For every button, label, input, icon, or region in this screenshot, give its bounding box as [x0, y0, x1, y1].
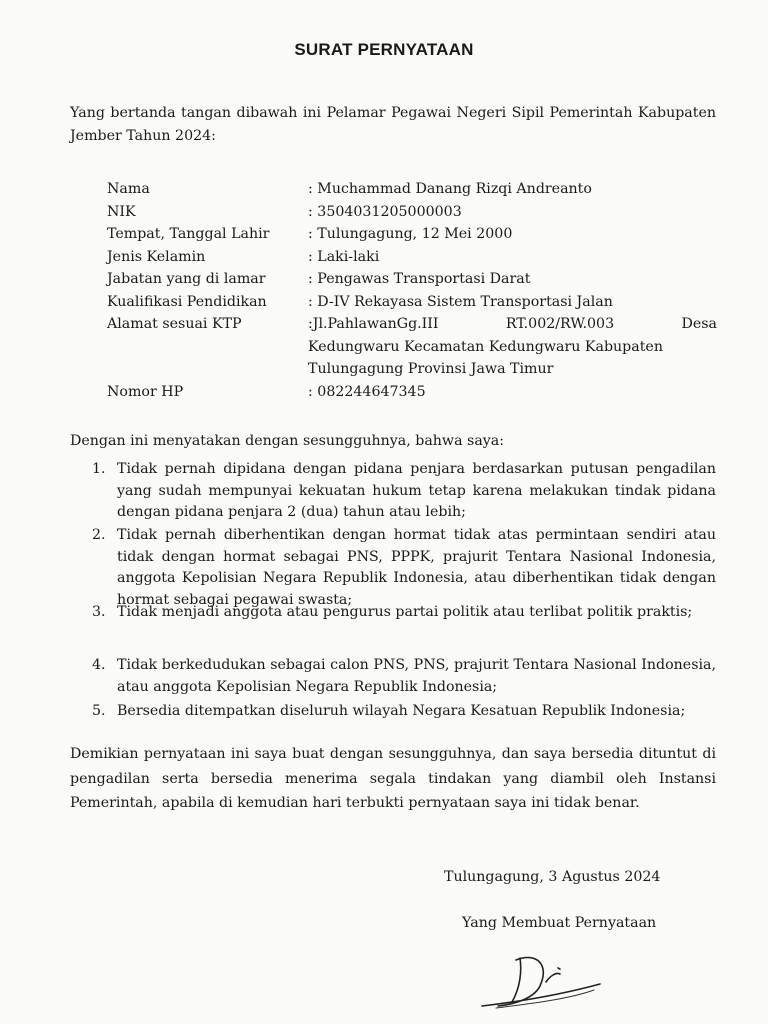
identity-address	[308, 313, 717, 381]
statement-item-2	[92, 525, 716, 611]
identity-row-jenis-kelamin	[107, 246, 717, 269]
intro-paragraph: Yang bertanda tangan dibawah ini Pelamar Pegawai Negeri Sipil Pemerintah Kabupaten Jember Tahun 2024:	[70, 105, 716, 144]
identity-row-hp	[107, 381, 717, 404]
statement-text: Tidak pernah diberhentikan dengan hormat tidak atas permintaan sendiri atau tidak dengan hormat sebagai PNS, PPPK, prajurit Tentara Nasional Indonesia, anggota Kepolisian Negara Republik Indonesia, atau diberhentikan tidak dengan hormat sebagai pegawai swasta;	[117, 527, 716, 608]
identity-label: NIK	[107, 203, 136, 220]
address-line-3: Tulungagung Provinsi Jawa Timur	[308, 361, 554, 377]
address-street: :Jl.PahlawanGg.III	[308, 316, 439, 332]
place-date: Tulungagung, 3 Agustus 2024	[444, 869, 661, 885]
identity-label: Kualifikasi Pendidikan	[107, 293, 267, 310]
identity-label: Alamat sesuai KTP	[107, 316, 242, 332]
identity-label: Tempat, Tanggal Lahir	[107, 226, 270, 242]
statement-text: Bersedia ditempatkan diseluruh wilayah Negara Kesatuan Republik Indonesia;	[117, 703, 686, 719]
identity-row-kualifikasi	[107, 291, 717, 314]
statement-number: 4.	[92, 657, 106, 673]
identity-table	[107, 178, 717, 403]
identity-row-nama	[107, 178, 717, 201]
identity-label: Jenis Kelamin	[107, 248, 206, 265]
statement-item-4	[92, 655, 716, 698]
identity-value: : 3504031205000003	[308, 203, 462, 220]
closing-paragraph: Demikian pernyataan ini saya buat dengan sesungguhnya, dan saya bersedia dituntut di pengadilan serta bersedia menerima segala tindakan yang diambil oleh Instansi Pemerintah, apabila di kemudian hari terbukti pernyataan saya ini tidak benar.	[70, 746, 716, 811]
statement-text: Tidak pernah dipidana dengan pidana penjara berdasarkan putusan pengadilan yang sudah mempunyai kekuatan hukum tetap karena melakukan tindak pidana dengan pidana penjara 2 (dua) tahun atau lebih;	[117, 461, 716, 520]
identity-value: : Pengawas Transportasi Darat	[308, 271, 531, 287]
statement-number: 5.	[92, 703, 106, 719]
identity-value: : Tulungagung, 12 Mei 2000	[308, 226, 513, 242]
address-line-2: Kedungwaru Kecamatan Kedungwaru Kabupaten	[308, 338, 663, 355]
address-rt-rw: RT.002/RW.003	[505, 316, 615, 332]
identity-value: : Muchammad Danang Rizqi Andreanto	[308, 181, 592, 197]
identity-value: : D-IV Rekayasa Sistem Transportasi Jalan	[308, 293, 613, 310]
identity-label: Nama	[107, 181, 150, 197]
identity-row-ttl	[107, 223, 717, 246]
identity-row-nik	[107, 201, 717, 224]
signer-label: Yang Membuat Pernyataan	[462, 915, 657, 931]
statement-item-5	[92, 701, 716, 723]
identity-label: Nomor HP	[107, 383, 184, 400]
identity-value: : Laki-laki	[308, 248, 380, 265]
identity-value: : 082244647345	[308, 383, 426, 400]
identity-row-alamat	[107, 313, 717, 381]
declaration-intro: Dengan ini menyatakan dengan sesungguhnya, bahwa saya:	[70, 433, 505, 449]
statement-item-1	[92, 459, 716, 524]
statement-number: 1.	[92, 461, 106, 477]
statement-text: Tidak menjadi anggota atau pengurus partai politik atau terlibat politik praktis;	[117, 604, 693, 620]
statement-item-3	[92, 602, 716, 624]
address-line-1	[308, 313, 717, 336]
statement-text: Tidak berkedudukan sebagai calon PNS, PNS, prajurit Tentara Nasional Indonesia, atau anggota Kepolisian Negara Republik Indonesia;	[117, 657, 716, 695]
identity-label: Jabatan yang di lamar	[107, 271, 266, 287]
address-desa: Desa	[681, 316, 717, 332]
document-title: SURAT PERNYATAAN	[294, 40, 474, 59]
identity-row-jabatan	[107, 268, 717, 291]
signature-image	[476, 946, 616, 1016]
statement-number: 3.	[92, 604, 106, 620]
statement-number: 2.	[92, 527, 106, 543]
